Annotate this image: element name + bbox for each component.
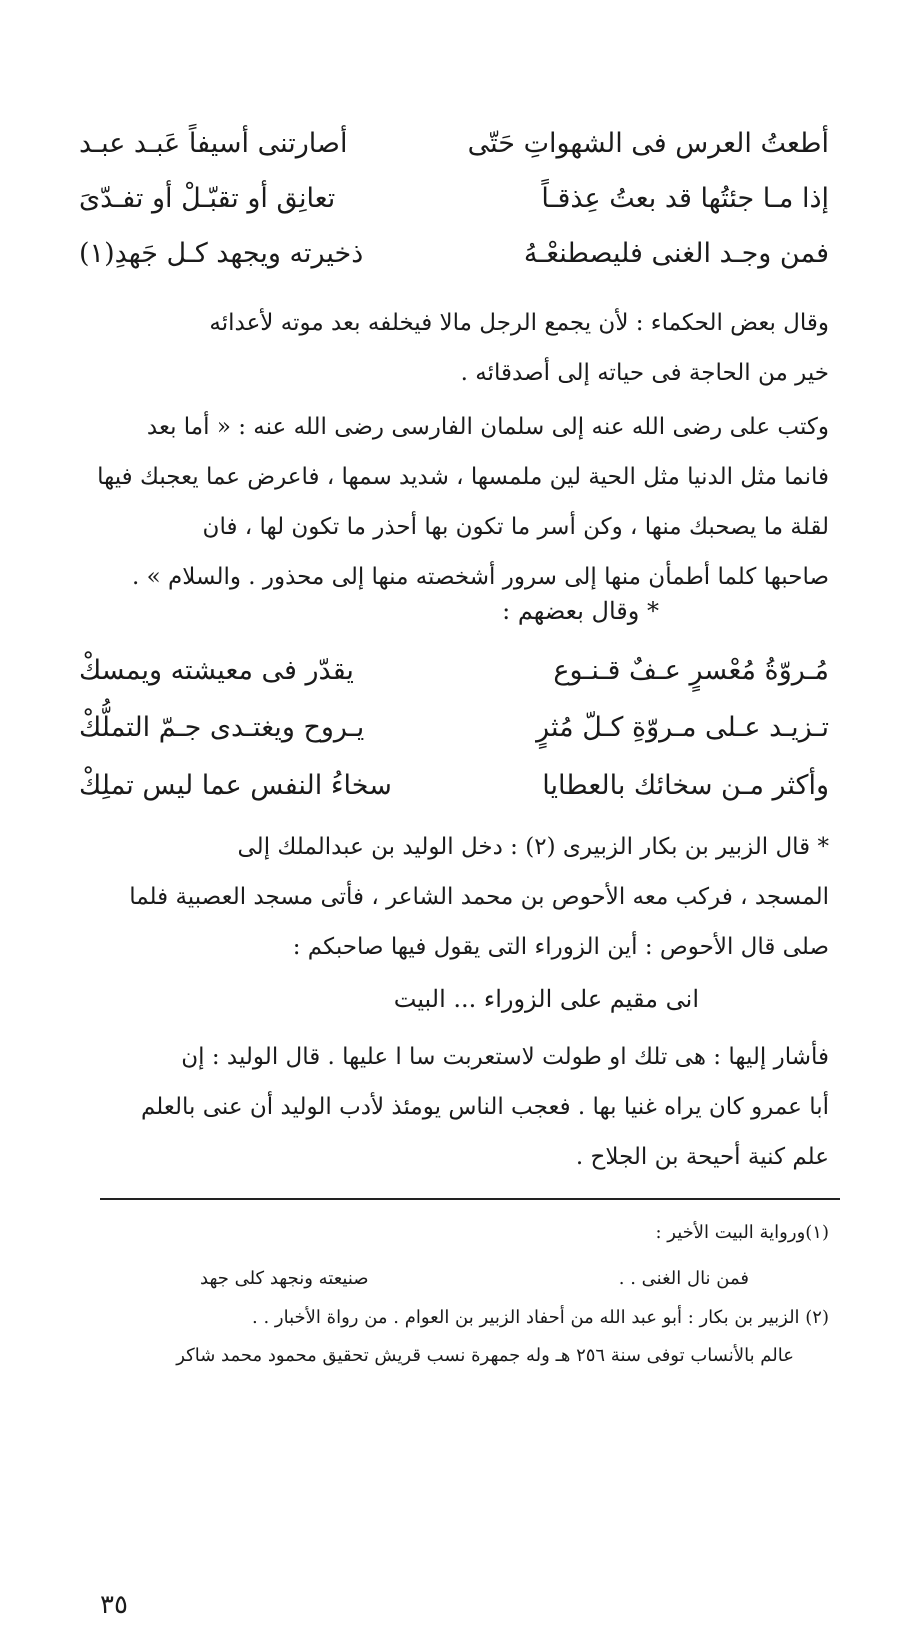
paragraph [79,822,829,972]
verse-second-hemistich: تعانِق أو تقبّـلْ أو تفـدّىَ [79,183,336,214]
text-line: فانما مثل الدنيا مثل الحية لين ملمسها ، شديد سمها ، فاعرض عما يعجبك فيها [97,464,829,490]
text-line: خير من الحاجة فى حياته إلى أصدقائه . [460,360,829,386]
paragraph [79,402,829,602]
text-line: علم كنية أحيحة بن الجلاح . [575,1144,829,1170]
verse-second-hemistich: يـروح ويغتـدى جـمّ التملُّكْ [79,712,365,743]
verse-second-hemistich: سخاءُ النفس عما ليس تملِكْ [79,770,392,801]
footnote-2-line: (٢) الزبير بن بكار : أبو عبد الله من أحفاد الزبير بن العوام . من رواة الأخبار . . [252,1307,829,1328]
paragraph [79,1032,829,1182]
paragraph [79,298,829,398]
verse-line [79,128,829,178]
verse-line [79,183,829,233]
verse-line [79,712,829,762]
text-line: المسجد ، فركب معه الأحوص بن محمد الشاعر ، فأتى مسجد العصبية فلما [129,884,829,910]
verse-second-hemistich: يقدّر فى معيشته ويمسكْ [79,655,354,686]
text-line: صاحبها كلما أطمأن منها إلى سرور أشخصته منها إلى محذور . والسلام » . [131,564,829,590]
verse-second-hemistich: ذخيرته ويجهد كـل جَهدِ(١) [79,238,364,269]
text-line: أبا عمرو كان يراه غنيا بها . فعجب الناس يومئذ لأدب الوليد أن عنى بالعلم [140,1094,829,1120]
page-number: ٣٥ [100,1590,128,1620]
text-line: وقال بعض الحكماء : لأن يجمع الرجل مالا فيخلفه بعد موته لأعدائه [209,310,829,336]
verse-first-hemistich: مُـروّةُ مُعْسرٍ عـفٌ قـنـوع [553,655,829,686]
text-line: فأشار إليها : هى تلك او طولت لاستعربت سا ا عليها . قال الوليد : إن [181,1044,829,1070]
quoted-verse: انى مقيم على الزوراء ... البيت [393,985,699,1013]
verse-first-hemistich: وأكثر مـن سخائك بالعطايا [542,770,829,801]
footnote-1-verse-first: فمن نال الغنى . . [618,1268,749,1289]
verse-line [79,238,829,288]
text-line: صلى قال الأحوص : أين الزوراء التى يقول فيها صاحبكم : [292,934,829,960]
text-line: * قال الزبير بن بكار الزبيرى (٢) : دخل الوليد بن عبدالملك إلى [237,834,829,860]
text-line: وكتب على رضى الله عنه إلى سلمان الفارسى رضى الله عنه : « أما بعد [146,414,829,440]
intro-line: * وقال بعضهم : [502,597,659,625]
text-line: لقلة ما يصحبك منها ، وكن أسر ما تكون بها أحذر ما تكون لها ، فان [202,514,829,540]
verse-second-hemistich: أصارتنى أسيفاً عَبـد عبـد [79,128,348,159]
verse-first-hemistich: فمن وجـد الغنى فليصطنعْـهُ [523,238,829,269]
verse-first-hemistich: تـزيـد عـلى مـروّةِ كـلّ مُثرٍ [536,712,829,743]
verse-first-hemistich: إذا مـا جئتُها قد بعتُ عِذقـاً [541,183,829,214]
verse-line [79,770,829,820]
footnote-1-verse-second: صنيعته ونجهد كلى جهد [200,1268,369,1289]
footnote-divider [100,1198,840,1200]
footnote-2-line: عالم بالأنساب توفى سنة ٢٥٦ هـ وله جمهرة نسب قريش تحقيق محمود محمد شاكر [176,1345,794,1366]
verse-line [79,655,829,705]
footnote-1-title: (١)ورواية البيت الأخير : [655,1222,829,1243]
verse-first-hemistich: أطعتُ العرس فى الشهواتِ حَتّى [467,128,829,159]
